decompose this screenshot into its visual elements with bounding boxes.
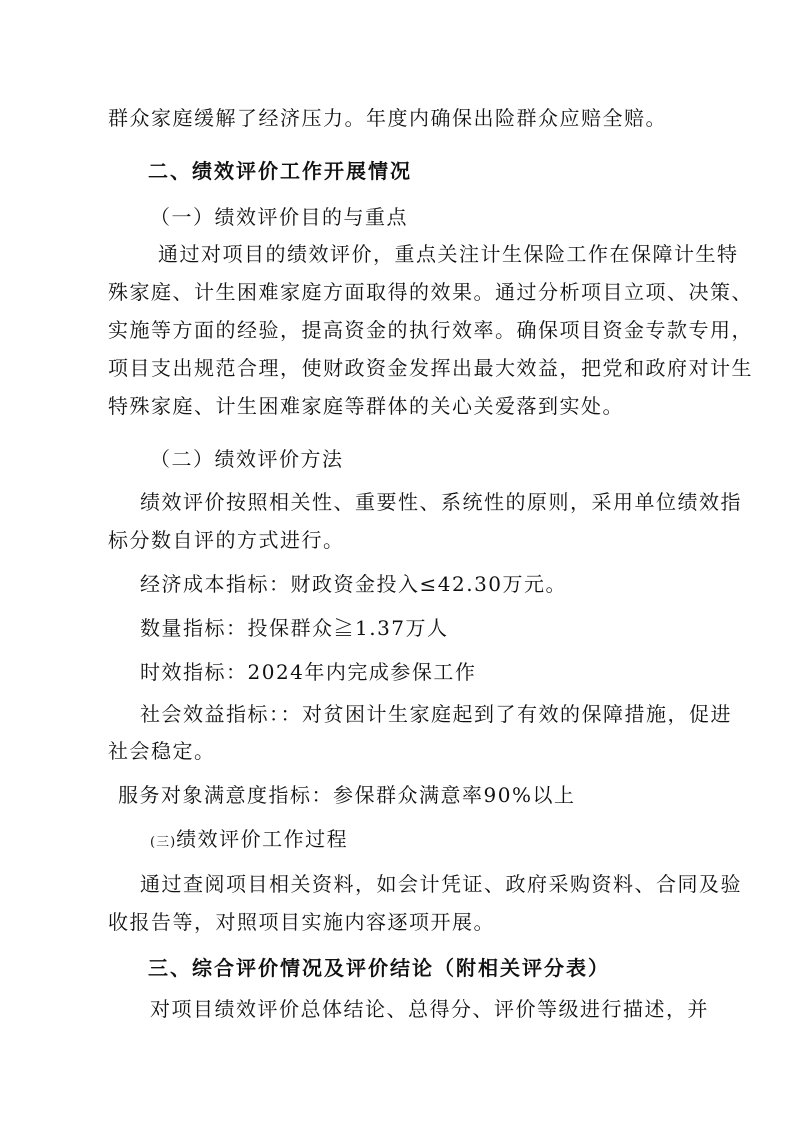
paragraph-line: 社会稳定。: [108, 739, 216, 763]
indicator-satisfaction: 服务对象满意度指标：参保群众满意率90%以上: [118, 783, 576, 807]
indicator-social-benefit: 社会效益指标：：对贫困计生家庭起到了有效的保障措施，促进: [140, 702, 732, 726]
subsection-heading-2: （二）绩效评价方法: [150, 447, 344, 471]
paragraph-line: 特殊家庭、计生困难家庭等群体的关心关爱落到实处。: [108, 394, 624, 418]
indicator-timeliness: 时效指标：2024年内完成参保工作: [140, 660, 477, 684]
subsection-marker: (三): [150, 835, 177, 850]
paragraph-line: 实施等方面的经验，提高资金的执行效率。确保项目资金专款专用，: [108, 318, 753, 342]
subsection-title: 绩效评价工作过程: [176, 827, 349, 851]
subsection-heading-3: [150, 826, 348, 856]
paragraph-line: 项目支出规范合理，使财政资金发挥出最大效益，把党和政府对计生: [108, 356, 753, 380]
paragraph-line: 通过查阅项目相关资料，如会计凭证、政府采购资料、合同及验: [140, 872, 742, 896]
indicator-cost: 经济成本指标：财政资金投入≤42.30万元。: [140, 572, 568, 596]
section-heading-3: 三、综合评价情况及评价结论（附相关评分表）: [148, 956, 610, 980]
paragraph-line: 通过对项目的绩效评价，重点关注计生保险工作在保障计生特: [158, 242, 739, 266]
section-heading-2: 二、绩效评价工作开展情况: [148, 159, 412, 183]
subsection-heading-1: （一）绩效评价目的与重点: [150, 205, 408, 229]
indicator-quantity: 数量指标：投保群众≧1.37万人: [140, 616, 449, 640]
paragraph-line: 殊家庭、计生困难家庭方面取得的效果。通过分析项目立项、决策、: [108, 280, 753, 304]
paragraph-line: 绩效评价按照相关性、重要性、系统性的原则，采用单位绩效指: [140, 490, 742, 514]
paragraph-line: 群众家庭缓解了经济压力。年度内确保出险群众应赔全赔。: [108, 106, 667, 130]
paragraph-line: 标分数自评的方式进行。: [108, 528, 345, 552]
paragraph-line: 对项目绩效评价总体结论、总得分、评价等级进行描述，并: [150, 997, 709, 1021]
paragraph-line: 收报告等，对照项目实施内容逐项开展。: [108, 910, 495, 934]
